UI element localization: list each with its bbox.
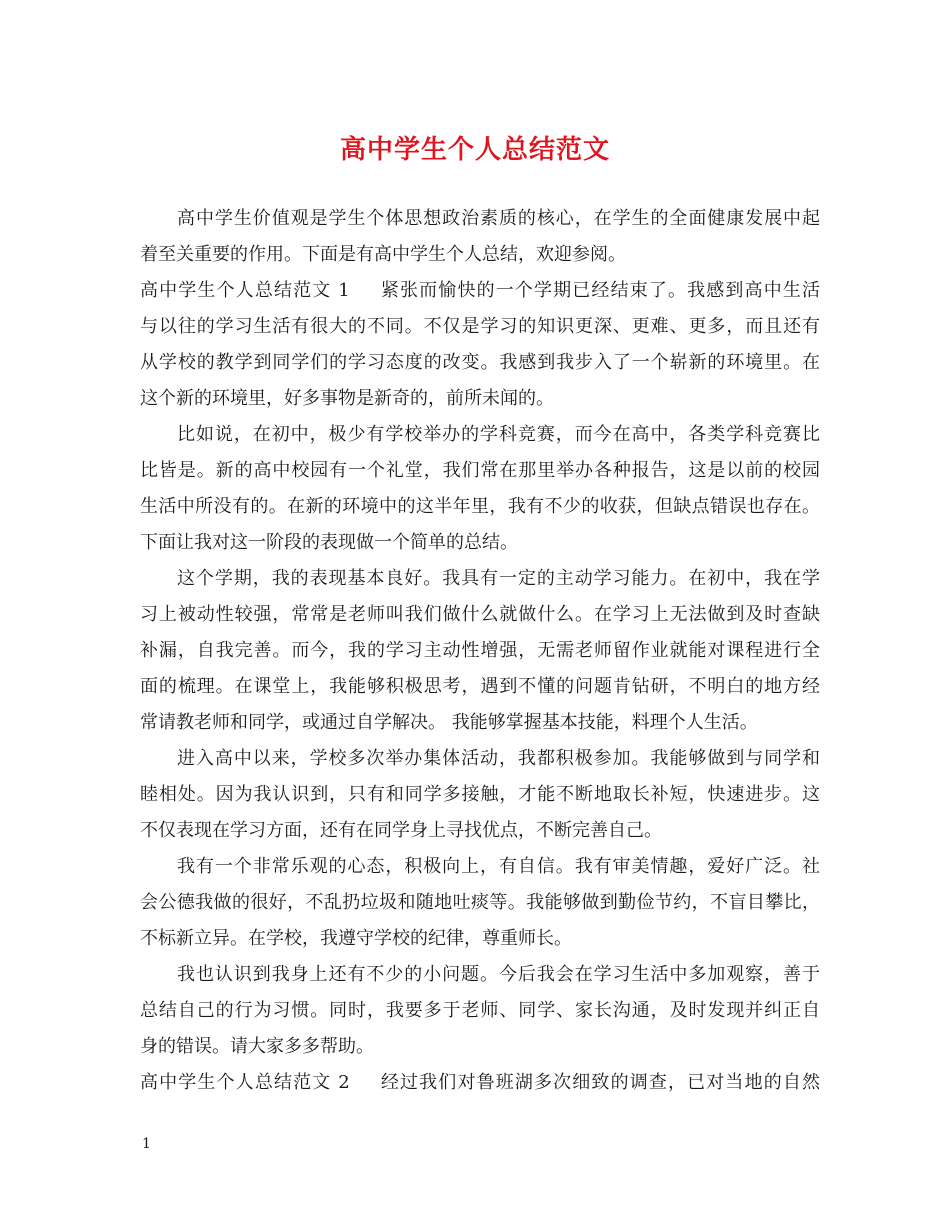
p5-line-1: 我有一个非常乐观的心态，积极向上，有自信。我有审美情趣，爱好广泛。社 <box>177 856 820 877</box>
p5-line-2: 会公德我做的很好，不乱扔垃圾和随地吐痰等。我能够做到勤俭节约，不盲目攀比， <box>140 892 820 913</box>
section2-text-1: 经过我们对鲁班湖多次细致的调查，已对当地的自然 <box>379 1072 820 1093</box>
p3-line-1: 这个学期，我的表现基本良好。我具有一定的主动学习能力。在初中，我在学 <box>177 568 820 589</box>
p3-line-2: 习上被动性较强，常常是老师叫我们做什么就做什么。在学习上无法做到及时查缺 <box>140 604 820 625</box>
section1-heading: 高中学生个人总结范文 1 <box>140 280 350 301</box>
p3-line-4: 面的梳理。在课堂上，我能够积极思考，遇到不懂的问题肯钻研，不明白的地方经 <box>140 676 820 697</box>
section1-line-2: 与以往的学习生活有很大的不同。不仅是学习的知识更深、更难、更多，而且还有 <box>140 316 820 337</box>
p2-line-3: 生活中所没有的。在新的环境中的这半年里，我有不少的收获，但缺点错误也存在。 <box>140 496 820 517</box>
p4-line-2: 睦相处。因为我认识到，只有和同学多接触，才能不断地取长补短，快速进步。这 <box>140 784 820 805</box>
section1-line-4: 这个新的环境里，好多事物是新奇的，前所未闻的。 <box>140 388 554 409</box>
section1-text-1: 紧张而愉快的一个学期已经结束了。我感到高中生活 <box>379 280 820 301</box>
p4-line-1: 进入高中以来，学校多次举办集体活动，我都积极参加。我能够做到与同学和 <box>177 748 820 769</box>
page-number: 1 <box>142 1136 151 1152</box>
intro-line-1: 高中学生价值观是学生个体思想政治素质的核心，在学生的全面健康发展中起 <box>177 208 820 229</box>
p2-line-4: 下面让我对这一阶段的表现做一个简单的总结。 <box>140 532 518 553</box>
p2-line-1: 比如说，在初中，极少有学校举办的学科竞赛，而今在高中，各类学科竞赛比 <box>177 424 820 445</box>
section2-heading: 高中学生个人总结范文 2 <box>140 1072 350 1093</box>
p6-line-3: 身的错误。请大家多多帮助。 <box>140 1036 374 1057</box>
p3-line-3: 补漏，自我完善。而今，我的学习主动性增强，无需老师留作业就能对课程进行全 <box>140 640 820 661</box>
p6-line-1: 我也认识到我身上还有不少的小问题。今后我会在学习生活中多加观察，善于 <box>177 964 820 985</box>
document-title: 高中学生个人总结范文 <box>339 135 610 165</box>
p5-line-3: 不标新立异。在学校，我遵守学校的纪律，尊重师长。 <box>140 928 572 949</box>
intro-line-2: 着至关重要的作用。下面是有高中学生个人总结，欢迎参阅。 <box>140 244 626 265</box>
section1-line-3: 从学校的教学到同学们的学习态度的改变。我感到我步入了一个崭新的环境里。在 <box>140 352 820 373</box>
section2-line-1 <box>140 1068 820 1098</box>
section1-line-1 <box>140 276 820 306</box>
p3-line-5: 常请教老师和同学，或通过自学解决。 我能够掌握基本技能，料理个人生活。 <box>140 712 758 733</box>
p6-line-2: 总结自己的行为习惯。同时，我要多于老师、同学、家长沟通，及时发现并纠正自 <box>140 1000 820 1021</box>
p4-line-3: 不仅表现在学习方面，还有在同学身上寻找优点，不断完善自己。 <box>140 820 662 841</box>
p2-line-2: 比皆是。新的高中校园有一个礼堂，我们常在那里举办各种报告，这是以前的校园 <box>140 460 820 481</box>
